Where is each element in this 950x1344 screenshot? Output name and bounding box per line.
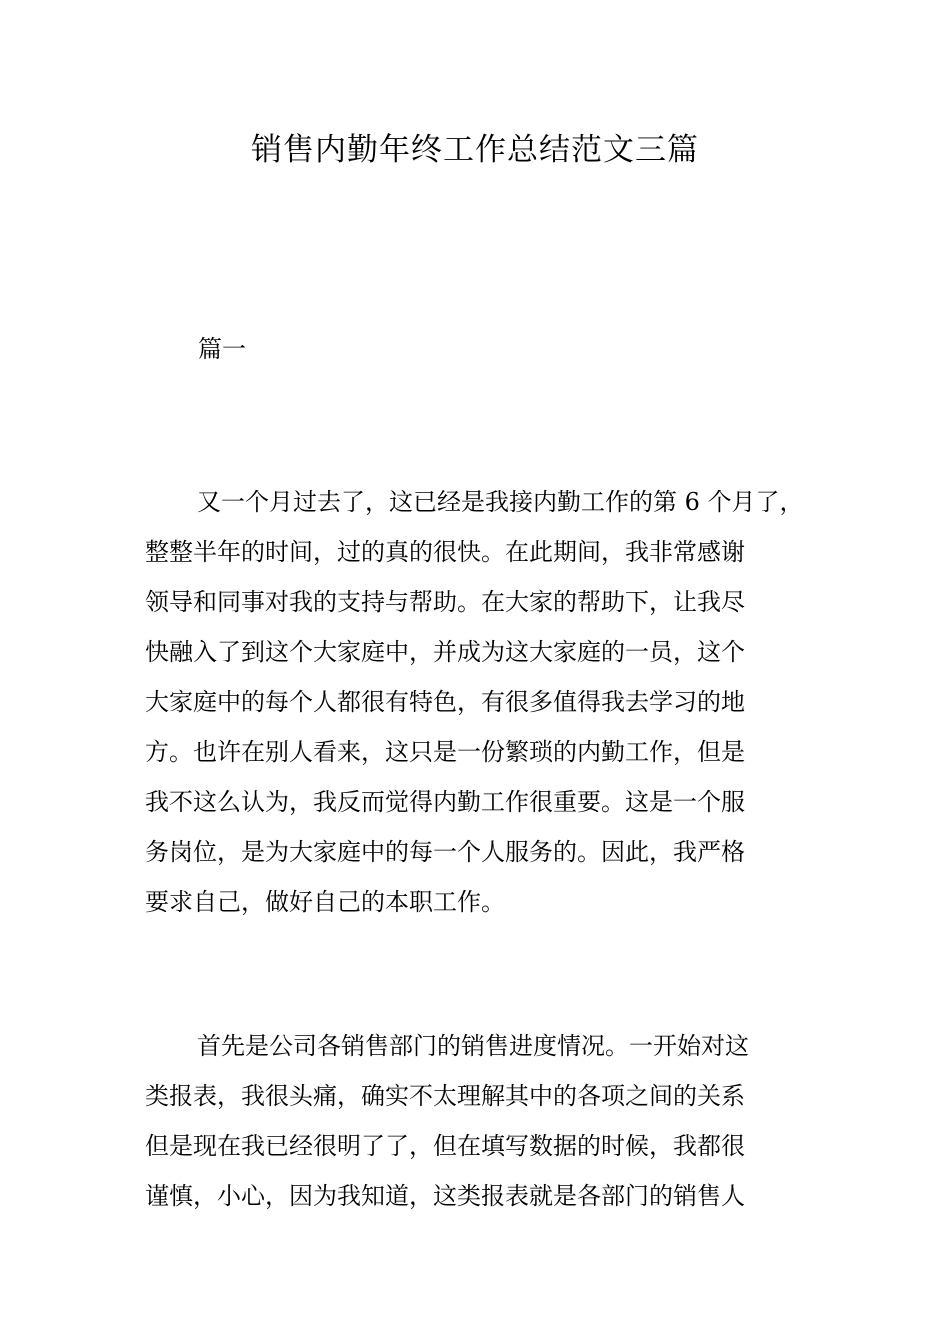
paragraph-line: 务岗位，是为大家庭中的每一个人服务的。因此，我严格 [145,838,745,866]
paragraph-line: 整整半年的时间，过的真的很快。在此期间，我非常感谢 [145,538,745,566]
paragraph-line: 要求自己，做好自己的本职工作。 [145,888,505,916]
paragraph-line: 谨慎，小心，因为我知道，这类报表就是各部门的销售人 [145,1182,745,1210]
paragraph-line: 领导和同事对我的支持与帮助。在大家的帮助下，让我尽 [145,588,745,616]
paragraph-line: 类报表，我很头痛，确实不太理解其中的各项之间的关系 [145,1082,745,1110]
paragraph-line: 方。也许在别人看来，这只是一份繁琐的内勤工作，但是 [145,738,745,766]
paragraph-1 [145,477,825,927]
paragraph-line: 首先是公司各销售部门的销售进度情况。一开始对这 [197,1032,749,1060]
paragraph-2 [145,1021,825,1221]
section-label: 篇一 [198,335,246,363]
paragraph-line: 我不这么认为，我反而觉得内勤工作很重要。这是一个服 [145,788,745,816]
paragraph-line: 大家庭中的每个人都很有特色，有很多值得我去学习的地 [145,688,745,716]
paragraph-line: 又一个月过去了，这已经是我接内勤工作的第 6 个月了， [197,488,804,516]
paragraph-line: 但是现在我已经很明了了，但在填写数据的时候，我都很 [145,1132,745,1160]
document-title: 销售内勤年终工作总结范文三篇 [251,132,699,168]
paragraph-line: 快融入了到这个大家庭中，并成为这大家庭的一员，这个 [145,638,745,666]
